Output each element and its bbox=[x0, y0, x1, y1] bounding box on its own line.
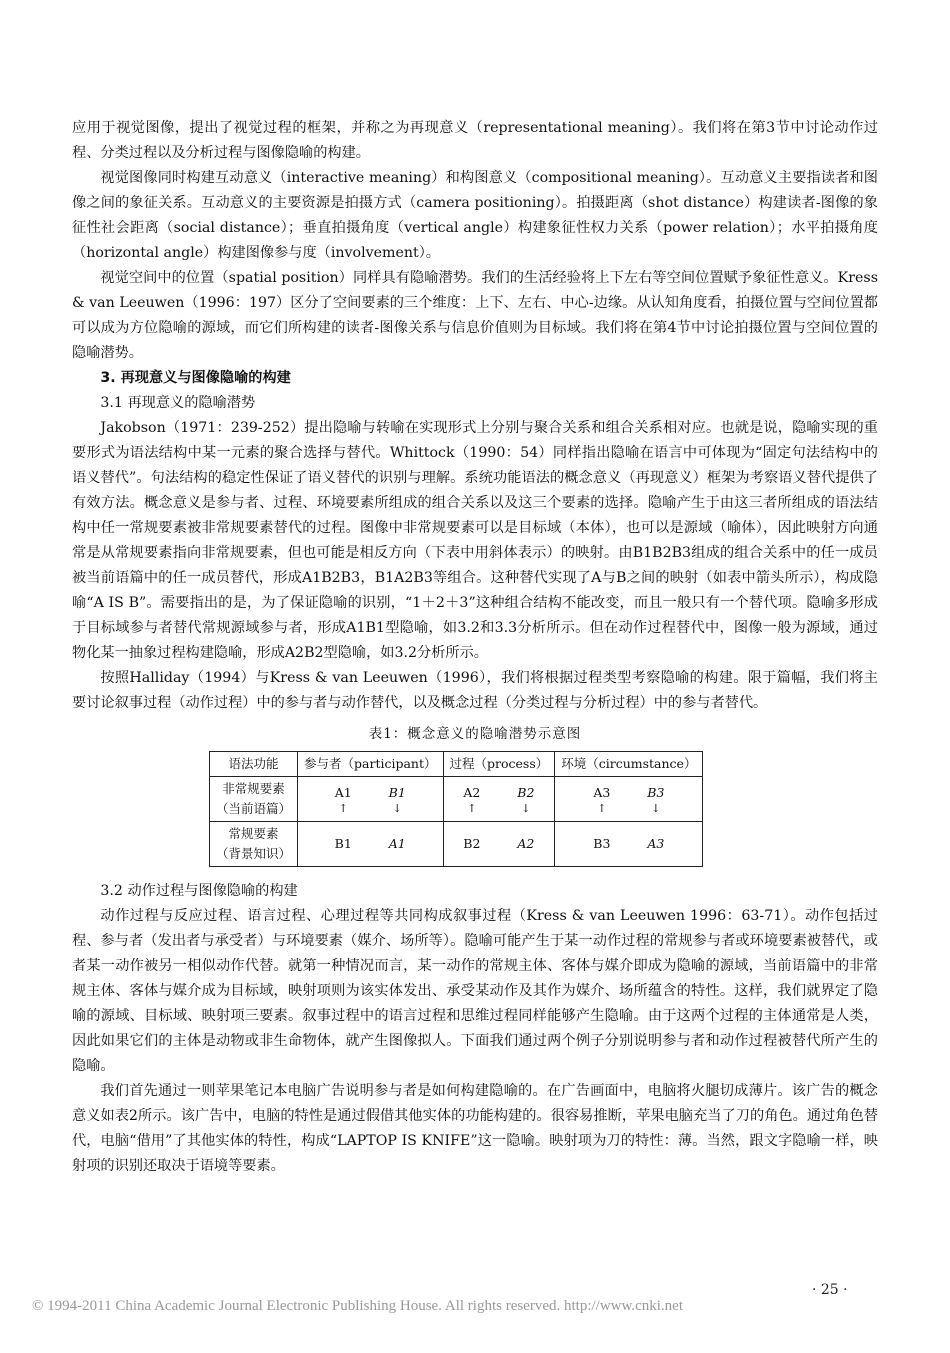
table-cell: A2 B2 ↑ ↓ bbox=[443, 777, 555, 822]
copyright-footer: © 1994-2011 China Academic Journal Electronic Publishing House. All rights reserved. http://www.cnki.net bbox=[32, 1298, 684, 1314]
arrow-up-icon: ↑ bbox=[467, 802, 477, 815]
table-row bbox=[210, 822, 703, 867]
row-label: 非常规要素 （当前语篇） bbox=[210, 777, 298, 822]
paragraph: Jakobson（1971：239-252）提出隐喻与转喻在实现形式上分别与聚合关系和组合关系相对应。也就是说，隐喻实现的重要形式为语法结构中某一元素的聚合选择与替代。Whittock（1990：54）同样指出隐喻在语言中可体现为“固定句法结构中的语义替代”。句法结构的稳定性保证了语义替代的识别与理解。系统功能语法的概念意义（再现意义）框架为考察语义替代提供了有效方法。概念意义是参与者、过程、环境要素所组成的组合关系以及这三个要素的选择。隐喻产生于由这三者所组成的语法结构中任一常规要素被非常规要素替代的过程。图像中非常规要素可以是目标域（本体），也可以是源域（喻体），因此映射方向通常是从常规要素指向非常规要素，但也可能是相反方向（下表中用斜体表示）的映射。由B1B2B3组成的组合关系中的任一成员被当前语篇中的任一成员替代，形成A1B2B3，B1A2B3等组合。这种替代实现了A与B之间的映射（如表中箭头所示），构成隐喻“A IS B”。需要指出的是，为了保证隐喻的识别，“1＋2＋3”这种组合结构不能改变，而且一般只有一个替代项。隐喻多形成于目标域参与者替代常规源域参与者，形成A1B1型隐喻，如3.2和3.3分析所示。但在动作过程替代中，图像一般为源域，通过物化某一抽象过程构建隐喻，形成A2B2型隐喻，如3.2分析所示。 bbox=[72, 420, 878, 661]
paragraph: 视觉空间中的位置（spatial position）同样具有隐喻潜势。我们的生活经验将上下左右等空间位置赋予象征性意义。Kress & van Leeuwen（1996：197）区分了空间要素的三个维度：上下、左右、中心-边缘。从认知角度看，拍摄位置与空间位置都可以成为方位隐喻的源域，而它们所构建的读者-图像关系与信息价值则为目标域。我们将在第4节中讨论拍摄位置与空间位置的隐喻潜势。 bbox=[72, 270, 878, 361]
concept-table bbox=[209, 751, 703, 867]
paragraph: 我们首先通过一则苹果笔记本电脑广告说明参与者是如何构建隐喻的。在广告画面中，电脑将火腿切成薄片。该广告的概念意义如表2所示。该广告中，电脑的特性是通过假借其他实体的功能构建的。很容易推断，苹果电脑充当了刀的角色。通过角色替代，电脑“借用”了其他实体的特性，构成“LAPTOP IS KNIFE”这一隐喻。映射项为刀的特性：薄。当然，跟文字隐喻一样，映射项的识别还取决于语境等要素。 bbox=[72, 1083, 878, 1174]
subsection-heading: 3.1 再现意义的隐喻潜势 bbox=[100, 395, 256, 411]
arrow-down-icon: ↓ bbox=[651, 802, 661, 815]
section-heading: 3. 再现意义与图像隐喻的构建 bbox=[100, 370, 291, 386]
arrow-up-icon: ↑ bbox=[597, 802, 607, 815]
table-header-row bbox=[210, 752, 703, 777]
paragraph: 按照Halliday（1994）与Kress & van Leeuwen（1996），我们将根据过程类型考察隐喻的构建。限于篇幅，我们将主要讨论叙事过程（动作过程）中的参与者与动作替代，以及概念过程（分类过程与分析过程）中的参与者替代。 bbox=[72, 670, 878, 711]
arrow-down-icon: ↓ bbox=[392, 802, 402, 815]
page-number: · 25 · bbox=[812, 1282, 848, 1298]
subsection-heading: 3.2 动作过程与图像隐喻的构建 bbox=[100, 883, 298, 899]
page-body bbox=[72, 116, 878, 1179]
table-cell: B2 A2 bbox=[443, 822, 555, 867]
table-header: 环境（circumstance） bbox=[555, 752, 703, 777]
table-header: 过程（process） bbox=[443, 752, 555, 777]
row-label: 常规要素 （背景知识） bbox=[210, 822, 298, 867]
paragraph: 动作过程与反应过程、语言过程、心理过程等共同构成叙事过程（Kress & van Leeuwen 1996：63-71）。动作包括过程、参与者（发出者与承受者）与环境要素（媒介、场所等）。隐喻可能产生于某一动作过程的常规参与者或环境要素被替代，或者某一动作被另一相似动作代替。就第一种情况而言，某一动作的常规主体、客体与媒介即成为隐喻的源域，当前语篇中的非常规主体、客体与媒介成为目标域，映射项则为该实体发出、承受某动作及其作为媒介、场所蕴含的特性。这样，我们就界定了隐喻的源域、目标域、映射项三要素。叙事过程中的语言过程和思维过程同样能够产生隐喻。由于这两个过程的主体通常是人类，因此如果它们的主体是动物或非生命物体，就产生图像拟人。下面我们通过两个例子分别说明参与者和动作过程被替代所产生的隐喻。 bbox=[72, 908, 878, 1074]
table-cell: A3 B3 ↑ ↓ bbox=[555, 777, 703, 822]
table-header: 参与者（participant） bbox=[298, 752, 443, 777]
table-cell: B3 A3 bbox=[555, 822, 703, 867]
table-caption: 表1：概念意义的隐喻潜势示意图 bbox=[368, 726, 582, 742]
arrow-down-icon: ↓ bbox=[521, 802, 531, 815]
paragraph: 视觉图像同时构建互动意义（interactive meaning）和构图意义（compositional meaning）。互动意义主要指读者和图像之间的象征关系。互动意义的主要资源是拍摄方式（camera positioning）。拍摄距离（shot distance）构建读者-图像的象征性社会距离（social distance）；垂直拍摄角度（vertical angle）构建象征性权力关系（power relation）；水平拍摄角度（horizontal angle）构建图像参与度（involvement）。 bbox=[72, 170, 878, 261]
table-cell: A1 B1 ↑ ↓ bbox=[298, 777, 443, 822]
table-row bbox=[210, 777, 703, 822]
paragraph: 应用于视觉图像，提出了视觉过程的框架，并称之为再现意义（representational meaning）。我们将在第3节中讨论动作过程、分类过程以及分析过程与图像隐喻的构建。 bbox=[72, 120, 878, 161]
table-cell: B1 A1 bbox=[298, 822, 443, 867]
table-header: 语法功能 bbox=[210, 752, 298, 777]
arrow-up-icon: ↑ bbox=[338, 802, 348, 815]
